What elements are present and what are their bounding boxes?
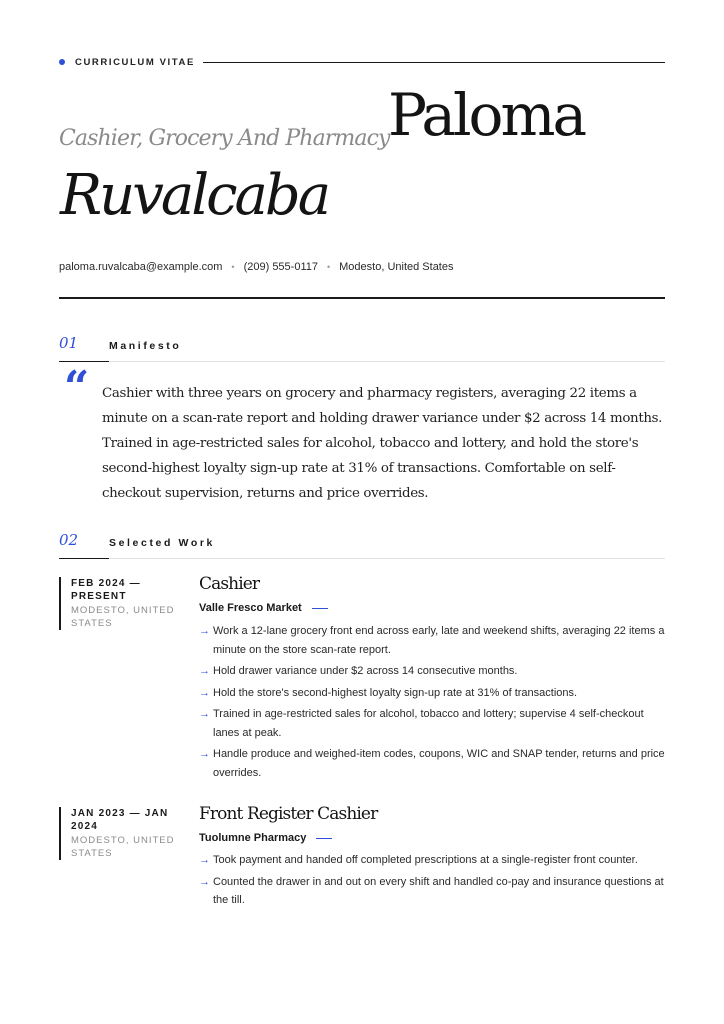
list-item	[199, 745, 667, 782]
section-underline	[59, 558, 109, 559]
arrow-right-icon: →	[199, 665, 210, 677]
section-number: 02	[59, 531, 79, 549]
job-role: Cashier, Grocery And Pharmacy	[59, 126, 390, 151]
first-name: Paloma	[388, 81, 585, 149]
arrow-right-icon: →	[199, 625, 210, 637]
arrow-right-icon: →	[199, 875, 210, 888]
last-name: Ruvalcaba	[60, 163, 329, 228]
job-title: Cashier	[199, 574, 260, 594]
bullet-text: Took payment and handed off completed prescriptions at a single-register front counter.	[213, 854, 638, 866]
job-bullets	[199, 622, 667, 785]
cv-label-row	[59, 56, 665, 68]
list-item	[199, 873, 667, 910]
manifesto-text: Cashier with three years on grocery and pharmacy registers, averaging 22 items a minute on a scan-rate report and holding drawer variance under $2 across 14 months. Trained in age-restricted sales for alcohol, tobacco and lottery, and hold the store's second-highest loyalty sign-up rate at 31% of transactions. Comfortable on self-checkout supervision, returns and price overrides.	[102, 386, 663, 501]
contact-line	[59, 261, 453, 273]
separator: •	[326, 262, 331, 272]
arrow-right-icon: →	[199, 748, 210, 760]
job-bullets	[199, 851, 667, 913]
job-meta	[59, 577, 189, 630]
job-dates: JAN 2023 — JAN 2024	[71, 808, 169, 832]
arrow-right-icon: →	[199, 686, 210, 699]
company-dash	[316, 838, 332, 839]
header-divider	[203, 62, 665, 63]
job-location: MODESTO, UNITED STATES	[71, 605, 175, 629]
job-company	[199, 602, 328, 614]
list-item	[199, 662, 667, 681]
bullet-text: Counted the drawer in and out on every shift and handled co-pay and insurance questions at the till.	[213, 875, 664, 906]
bullet-text: Work a 12-lane grocery front end across early, late and weekend shifts, averaging 22 items a minute on the store scan-rate report.	[213, 625, 665, 656]
section-number: 01	[59, 334, 79, 352]
job-location: MODESTO, UNITED STATES	[71, 835, 175, 859]
quote-icon: “	[64, 362, 90, 413]
company-dash	[312, 608, 328, 609]
list-item	[199, 684, 667, 703]
job-dates: FEB 2024 — PRESENT	[71, 578, 141, 602]
bullet-text: Handle produce and weighed-item codes, coupons, WIC and SNAP tender, returns and price overrides.	[213, 748, 665, 779]
bullet-text: Hold drawer variance under $2 across 14 consecutive months.	[213, 665, 518, 677]
arrow-right-icon: →	[199, 708, 210, 720]
accent-dot-icon	[59, 59, 65, 65]
phone[interactable]: (209) 555-0117	[243, 261, 318, 273]
header-rule	[59, 297, 665, 299]
list-item	[199, 705, 667, 742]
bullet-text: Hold the store's second-highest loyalty sign-up rate at 31% of transactions.	[213, 686, 578, 699]
section-divider	[109, 558, 665, 559]
company-name: Tuolumne Pharmacy	[199, 832, 307, 844]
section-divider	[109, 361, 665, 362]
list-item	[199, 851, 667, 870]
bullet-text: Trained in age-restricted sales for alcohol, tobacco and lottery; supervise 4 self-checkout lanes at peak.	[213, 708, 644, 739]
email[interactable]: paloma.ruvalcaba@example.com	[59, 261, 223, 273]
section-title: Manifesto	[109, 340, 182, 352]
location: Modesto, United States	[339, 261, 454, 273]
job-company	[199, 832, 332, 844]
job-title: Front Register Cashier	[199, 804, 378, 824]
document-label: CURRICULUM VITAE	[75, 56, 195, 68]
company-name: Valle Fresco Market	[199, 602, 302, 614]
list-item	[199, 622, 667, 659]
separator: •	[231, 262, 235, 272]
arrow-right-icon: →	[199, 854, 210, 866]
job-meta	[59, 807, 189, 860]
section-title: Selected Work	[109, 537, 215, 549]
